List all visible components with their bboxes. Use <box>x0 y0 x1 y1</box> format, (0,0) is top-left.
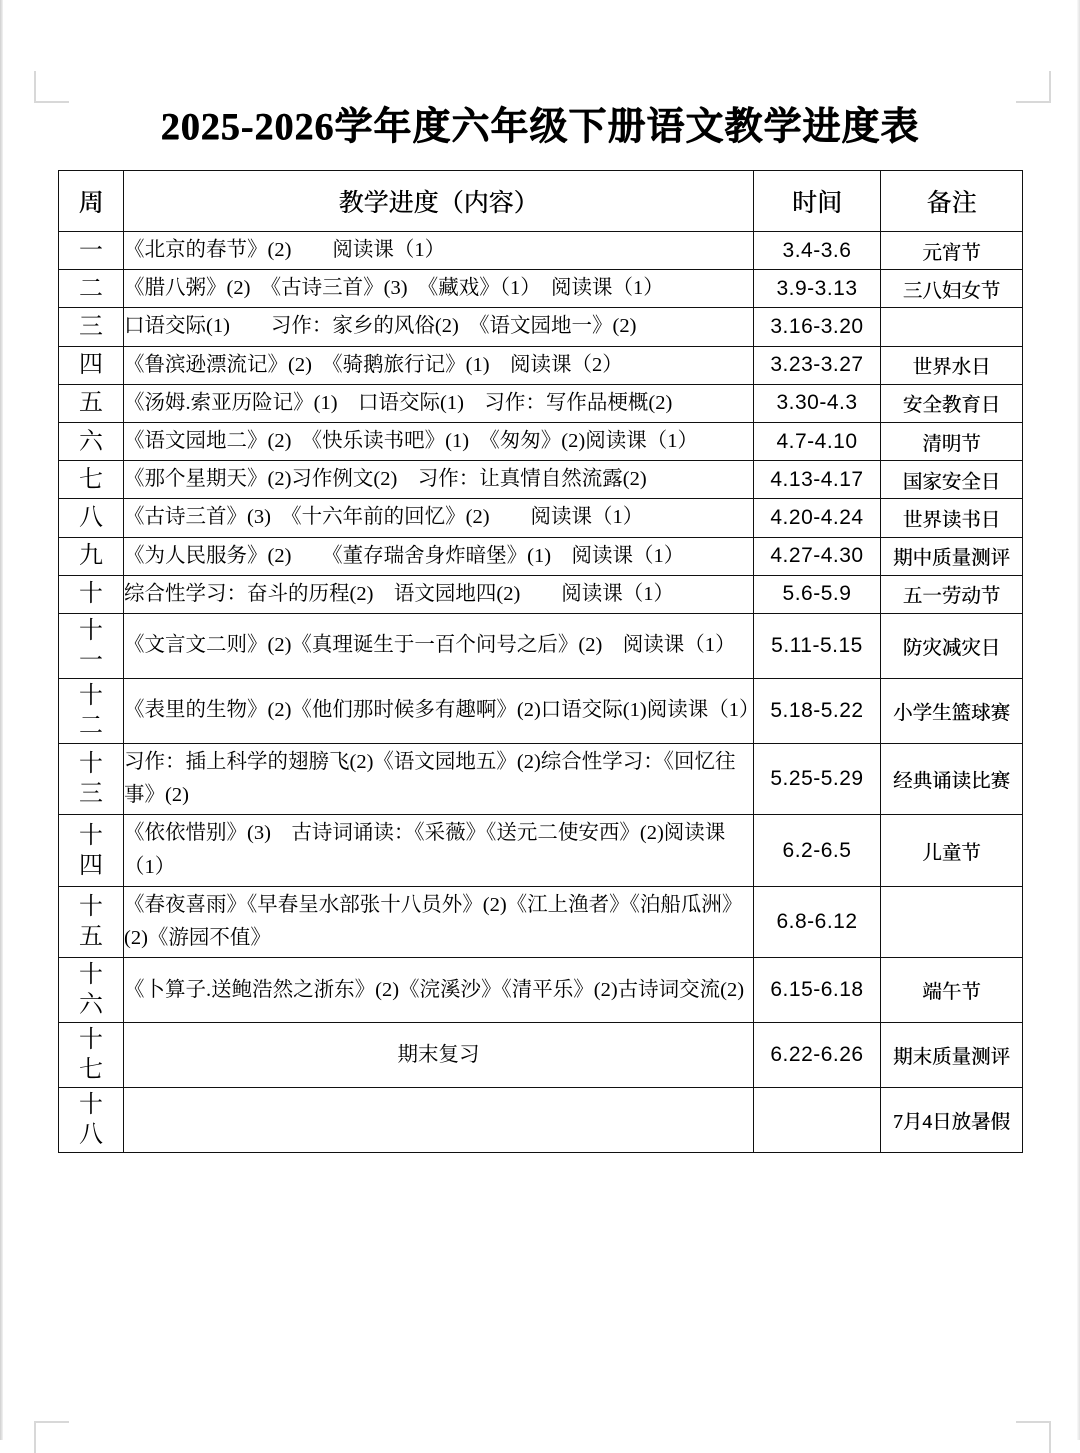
remark-cell: 防灾减灾日 <box>881 614 1023 679</box>
teaching-content-cell: 《古诗三首》(3) 《十六年前的回忆》(2) 阅读课（1） <box>124 499 754 537</box>
table-row <box>59 614 1023 679</box>
teaching-content-cell: 《腊八粥》(2) 《古诗三首》(3) 《藏戏》（1） 阅读课（1） <box>124 270 754 308</box>
week-number-label: 十一 <box>79 618 103 675</box>
teaching-content-cell: 《鲁滨逊漂流记》(2) 《骑鹅旅行记》(1) 阅读课（2） <box>124 346 754 384</box>
week-number-label: 七 <box>79 466 103 493</box>
table-row <box>59 499 1023 537</box>
table-row <box>59 815 1023 886</box>
week-number-label: 九 <box>79 543 103 570</box>
remark-cell: 元宵节 <box>881 232 1023 270</box>
week-number-label: 八 <box>79 505 103 532</box>
week-number-cell <box>59 423 124 461</box>
week-number-cell <box>59 346 124 384</box>
week-number-cell <box>59 232 124 270</box>
week-number-cell <box>59 537 124 575</box>
week-number-cell <box>59 1023 124 1088</box>
week-number-label: 一 <box>79 237 103 264</box>
remark-cell: 五一劳动节 <box>881 575 1023 613</box>
week-number-label: 十八 <box>79 1092 103 1149</box>
remark-cell: 期末质量测评 <box>881 1023 1023 1088</box>
week-number-label: 六 <box>79 428 103 455</box>
table-row <box>59 384 1023 422</box>
week-number-label: 三 <box>79 314 103 340</box>
page-title: 2025-2026学年度六年级下册语文教学进度表 <box>160 106 920 148</box>
teaching-content-cell: 《汤姆.索亚历险记》(1) 口语交际(1) 习作：写作品梗概(2) <box>124 384 754 422</box>
remark-cell: 7月4日放暑假 <box>881 1088 1023 1153</box>
teaching-content-cell: 《表里的生物》(2)《他们那时候多有趣啊》(2)口语交际(1)阅读课（1） <box>124 679 754 744</box>
teaching-content-cell: 《春夜喜雨》《早春呈水部张十八员外》(2)《江上渔者》《泊船瓜洲》(2)《游园不值》 <box>124 886 754 957</box>
time-range-cell <box>754 1088 881 1153</box>
table-row <box>59 886 1023 957</box>
week-number-label: 五 <box>79 390 103 417</box>
table-row <box>59 270 1023 308</box>
table-row <box>59 744 1023 815</box>
remark-cell <box>881 308 1023 346</box>
time-range-cell: 5.11-5.15 <box>754 614 881 679</box>
week-number-cell <box>59 270 124 308</box>
table-row <box>59 308 1023 346</box>
crop-mark-bottom-left <box>34 1421 69 1453</box>
teaching-content-cell: 《文言文二则》(2)《真理诞生于一百个问号之后》(2) 阅读课（1） <box>124 614 754 679</box>
teaching-schedule-table <box>58 170 1023 1153</box>
time-range-cell: 4.13-4.17 <box>754 461 881 499</box>
table-row <box>59 537 1023 575</box>
week-number-cell <box>59 614 124 679</box>
week-number-label: 十六 <box>79 962 103 1019</box>
time-range-cell: 6.22-6.26 <box>754 1023 881 1088</box>
time-range-cell: 3.23-3.27 <box>754 346 881 384</box>
time-range-cell: 4.27-4.30 <box>754 537 881 575</box>
time-range-cell: 5.6-5.9 <box>754 575 881 613</box>
teaching-content-cell: 口语交际(1) 习作：家乡的风俗(2) 《语文园地一》(2) <box>124 308 754 346</box>
week-number-label: 十 <box>79 581 103 608</box>
week-number-cell <box>59 308 124 346</box>
remark-cell: 端午节 <box>881 958 1023 1023</box>
teaching-content-cell: 《那个星期天》(2)习作例文(2) 习作：让真情自然流露(2) <box>124 461 754 499</box>
week-number-cell <box>59 958 124 1023</box>
table-row <box>59 461 1023 499</box>
table-row <box>59 1023 1023 1088</box>
week-number-label: 四 <box>79 352 103 379</box>
time-range-cell: 5.18-5.22 <box>754 679 881 744</box>
table-body <box>59 232 1023 1153</box>
page-edge-left <box>0 0 3 1440</box>
time-range-cell: 3.4-3.6 <box>754 232 881 270</box>
crop-mark-bottom-right <box>1016 1421 1051 1453</box>
column-header-week: 周 <box>59 171 124 232</box>
time-range-cell: 3.30-4.3 <box>754 384 881 422</box>
time-range-cell: 6.8-6.12 <box>754 886 881 957</box>
week-number-cell <box>59 679 124 744</box>
table-header-row <box>59 171 1023 232</box>
week-number-cell <box>59 499 124 537</box>
week-number-label: 十五 <box>79 894 103 951</box>
week-number-label: 十二 <box>79 683 103 740</box>
time-range-cell: 5.25-5.29 <box>754 744 881 815</box>
table-row <box>59 575 1023 613</box>
teaching-content-cell <box>124 1088 754 1153</box>
week-number-cell <box>59 384 124 422</box>
week-number-cell <box>59 744 124 815</box>
remark-cell: 安全教育日 <box>881 384 1023 422</box>
teaching-content-cell: 《卜算子.送鲍浩然之浙东》(2)《浣溪沙》《清平乐》(2)古诗词交流(2) <box>124 958 754 1023</box>
week-number-cell <box>59 815 124 886</box>
column-header-remark: 备注 <box>881 171 1023 232</box>
teaching-content-cell: 《语文园地二》(2) 《快乐读书吧》(1) 《匆匆》(2)阅读课（1） <box>124 423 754 461</box>
remark-cell: 儿童节 <box>881 815 1023 886</box>
remark-cell: 经典诵读比赛 <box>881 744 1023 815</box>
time-range-cell: 3.9-3.13 <box>754 270 881 308</box>
time-range-cell: 4.20-4.24 <box>754 499 881 537</box>
week-number-cell <box>59 886 124 957</box>
teaching-content-cell: 《北京的春节》(2) 阅读课（1） <box>124 232 754 270</box>
remark-cell <box>881 886 1023 957</box>
table-row <box>59 423 1023 461</box>
column-header-content: 教学进度（内容） <box>124 171 754 232</box>
teaching-content-cell: 期末复习 <box>124 1023 754 1088</box>
week-number-label: 十七 <box>79 1027 103 1084</box>
remark-cell: 三八妇女节 <box>881 270 1023 308</box>
column-header-time: 时间 <box>754 171 881 232</box>
remark-cell: 世界读书日 <box>881 499 1023 537</box>
time-range-cell: 4.7-4.10 <box>754 423 881 461</box>
week-number-cell <box>59 575 124 613</box>
time-range-cell: 3.16-3.20 <box>754 308 881 346</box>
time-range-cell: 6.2-6.5 <box>754 815 881 886</box>
teaching-content-cell: 《为人民服务》(2) 《董存瑞舍身炸暗堡》(1) 阅读课（1） <box>124 537 754 575</box>
remark-cell: 期中质量测评 <box>881 537 1023 575</box>
remark-cell: 小学生篮球赛 <box>881 679 1023 744</box>
week-number-label: 十四 <box>79 822 103 879</box>
teaching-content-cell: 综合性学习：奋斗的历程(2) 语文园地四(2) 阅读课（1） <box>124 575 754 613</box>
week-number-label: 十三 <box>79 751 103 808</box>
time-range-cell: 6.15-6.18 <box>754 958 881 1023</box>
week-number-cell <box>59 1088 124 1153</box>
remark-cell: 国家安全日 <box>881 461 1023 499</box>
week-number-label: 二 <box>79 275 103 302</box>
table-row <box>59 232 1023 270</box>
table-row <box>59 679 1023 744</box>
teaching-content-cell: 习作：插上科学的翅膀飞(2)《语文园地五》(2)综合性学习：《回忆往事》(2) <box>124 744 754 815</box>
table-row <box>59 1088 1023 1153</box>
schedule-table-wrapper <box>58 170 1022 1153</box>
week-number-cell <box>59 461 124 499</box>
table-row <box>59 958 1023 1023</box>
teaching-content-cell: 《依依惜别》(3) 古诗词诵读：《采薇》《送元二使安西》(2)阅读课（1） <box>124 815 754 886</box>
table-row <box>59 346 1023 384</box>
remark-cell: 清明节 <box>881 423 1023 461</box>
remark-cell: 世界水日 <box>881 346 1023 384</box>
